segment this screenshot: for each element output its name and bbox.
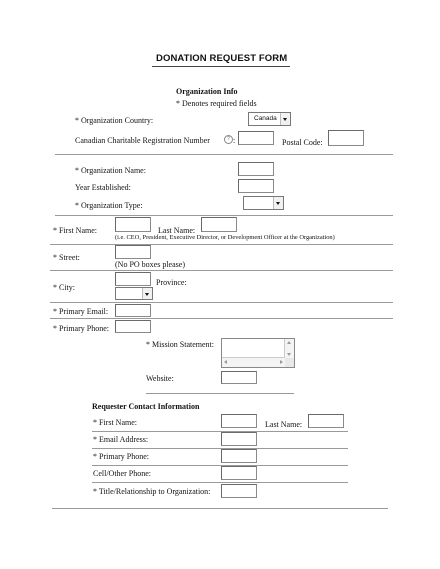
section-divider — [55, 215, 393, 216]
section-divider — [92, 482, 348, 483]
requester-email-label: * Email Address: — [93, 435, 149, 444]
org-name-input[interactable] — [238, 162, 274, 176]
charitable-label: Canadian Charitable Registration Number — [75, 136, 210, 145]
requester-last-name-label: Last Name: — [265, 420, 303, 429]
section-divider — [146, 393, 294, 394]
title-underline — [152, 66, 290, 67]
section-divider — [55, 154, 393, 155]
requester-heading: Requester Contact Information — [92, 402, 200, 411]
scroll-right-icon — [280, 360, 283, 364]
form-title: DONATION REQUEST FORM — [156, 53, 288, 64]
street-label: * Street: — [53, 253, 80, 262]
org-info-heading: Organization Info — [176, 87, 238, 96]
org-name-label: * Organization Name: — [75, 166, 146, 175]
last-name-input[interactable] — [201, 217, 237, 232]
requester-title-label: * Title/Relationship to Organization: — [93, 487, 211, 496]
first-name-label: * First Name: — [53, 226, 97, 235]
primary-email-input[interactable] — [115, 304, 151, 317]
section-divider — [50, 302, 393, 303]
section-divider — [50, 318, 393, 319]
province-label: Province: — [156, 278, 187, 287]
primary-phone-label: * Primary Phone: — [53, 324, 109, 333]
chevron-down-icon — [273, 197, 283, 209]
primary-email-label: * Primary Email: — [53, 307, 109, 316]
requester-email-input[interactable] — [221, 432, 257, 446]
form-bottom-rule — [52, 508, 388, 509]
city-label: * City: — [53, 283, 76, 292]
province-select[interactable] — [115, 287, 153, 300]
country-label: * Organization Country: — [75, 116, 154, 125]
country-select-value: Canada — [254, 115, 277, 122]
scroll-down-icon — [287, 353, 291, 356]
officer-note: (i.e. CEO, President, Executive Director, or Development Officer at the Organization) — [115, 234, 335, 241]
website-input[interactable] — [221, 371, 257, 384]
last-name-label: Last Name: — [158, 226, 196, 235]
scroll-left-icon — [224, 360, 227, 364]
section-divider — [92, 465, 348, 466]
city-input[interactable] — [115, 272, 151, 286]
requester-cell-label: Cell/Other Phone: — [93, 469, 151, 478]
vertical-scrollbar[interactable] — [284, 339, 294, 358]
resize-corner — [285, 358, 294, 367]
section-divider — [92, 431, 348, 432]
primary-phone-input[interactable] — [115, 320, 151, 333]
chevron-down-icon — [142, 288, 152, 299]
street-input[interactable] — [115, 245, 151, 259]
requester-first-name-label: * First Name: — [93, 418, 137, 427]
requester-first-name-input[interactable] — [221, 414, 257, 428]
required-note: * Denotes required fields — [176, 99, 257, 108]
first-name-input[interactable] — [115, 217, 151, 232]
requester-phone-label: * Primary Phone: — [93, 452, 149, 461]
help-icon[interactable]: ? — [224, 135, 233, 144]
mission-statement-textarea[interactable] — [221, 338, 295, 368]
charitable-number-input[interactable] — [238, 131, 274, 145]
requester-phone-input[interactable] — [221, 449, 257, 463]
charitable-colon: : — [233, 136, 236, 145]
section-divider — [92, 448, 348, 449]
scroll-up-icon — [287, 341, 291, 344]
requester-title-input[interactable] — [221, 484, 257, 498]
po-box-note: (No PO boxes please) — [115, 260, 185, 269]
section-divider — [50, 244, 393, 245]
horizontal-scrollbar[interactable] — [222, 357, 285, 367]
year-established-input[interactable] — [238, 179, 274, 193]
requester-last-name-input[interactable] — [308, 414, 344, 428]
year-established-label: Year Established: — [75, 183, 131, 192]
website-label: Website: — [146, 374, 174, 383]
requester-cell-input[interactable] — [221, 466, 257, 480]
mission-statement-label: * Mission Statement: — [146, 340, 214, 349]
org-type-label: * Organization Type: — [75, 201, 143, 210]
postal-code-label: Postal Code: — [282, 138, 323, 147]
chevron-down-icon — [280, 113, 290, 125]
org-type-select[interactable] — [243, 196, 284, 210]
postal-code-input[interactable] — [328, 130, 364, 146]
section-divider — [50, 270, 393, 271]
country-select[interactable] — [248, 112, 291, 126]
